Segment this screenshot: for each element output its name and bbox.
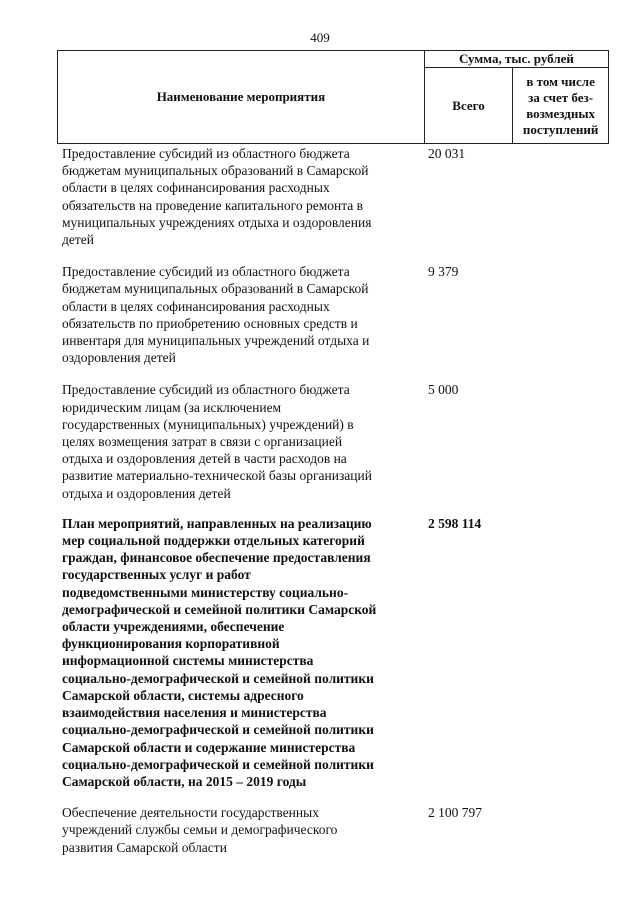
row-name bbox=[62, 263, 414, 366]
row-name-line: подведомственными министерству социально- bbox=[62, 584, 349, 600]
row-name-line: области в целях софинансирования расходных bbox=[62, 298, 330, 314]
row-total: 5 000 bbox=[428, 382, 459, 398]
row-name bbox=[62, 145, 414, 248]
row-name-line: бюджетам муниципальных образований в Самарской bbox=[62, 281, 369, 297]
row-name bbox=[62, 381, 414, 501]
table-header bbox=[57, 50, 609, 144]
row-name-line: Предоставление субсидий из областного бюджета bbox=[62, 264, 350, 280]
row-name-line: социально-демографической и семейной политики bbox=[62, 756, 374, 772]
table-row bbox=[62, 263, 612, 366]
header-name-column: Наименование мероприятия bbox=[58, 51, 425, 144]
row-name bbox=[62, 515, 414, 790]
table-row bbox=[62, 804, 612, 856]
row-name-line: отдыха и оздоровления детей в части расходов на bbox=[62, 451, 347, 467]
row-name-line: Предоставление субсидий из областного бюджета bbox=[62, 146, 350, 161]
row-name-line: демографической и семейной политики Самарской bbox=[62, 601, 377, 617]
row-name-line: области в целях софинансирования расходных bbox=[62, 180, 330, 196]
table-body bbox=[62, 145, 612, 856]
row-name-line: взаимодействия населения и министерства bbox=[62, 705, 327, 721]
header-total-column: Всего bbox=[424, 68, 512, 144]
row-name-line: целях возмещения затрат в связи с организацией bbox=[62, 434, 343, 450]
row-name-line: обязательств на проведение капитального ремонта в bbox=[62, 197, 364, 213]
table-row bbox=[62, 515, 612, 790]
row-name-line: социально-демографической и семейной политики bbox=[62, 670, 374, 686]
header-sum-column: Сумма, тыс. рублей bbox=[424, 51, 608, 68]
row-name-line: мер социальной поддержки отдельных категорий bbox=[62, 533, 365, 549]
row-name-line: Самарской области, системы адресного bbox=[62, 687, 304, 703]
row-name-line: учреждений службы семьи и демографического bbox=[62, 822, 338, 838]
header-free-receipts-column: в том числе за счет без- возмездных поступлений bbox=[513, 68, 609, 144]
row-name-line: отдыха и оздоровления детей bbox=[62, 485, 231, 501]
row-total: 20 031 bbox=[428, 146, 466, 161]
row-name-line: области учреждениями, обеспечение bbox=[62, 619, 285, 635]
row-name-line: развития Самарской области bbox=[62, 839, 227, 855]
row-name-line: оздоровления детей bbox=[62, 350, 176, 366]
row-name-line: Предоставление субсидий из областного бюджета bbox=[62, 382, 350, 398]
row-name-line: инвентаря для муниципальных учреждений отдыха и bbox=[62, 333, 370, 349]
row-name-line: государственных (муниципальных) учреждений) в bbox=[62, 416, 354, 432]
row-name-line: План мероприятий, направленных на реализацию bbox=[62, 515, 372, 531]
row-name-line: функционирования корпоративной bbox=[62, 636, 280, 652]
page-number: 409 bbox=[310, 30, 330, 45]
row-name-line: детей bbox=[62, 232, 94, 248]
row-total: 2 598 114 bbox=[428, 515, 482, 531]
row-name-line: юридическим лицам (за исключением bbox=[62, 399, 282, 415]
row-name-line: развитие материально-технической базы организаций bbox=[62, 468, 372, 484]
row-total: 9 379 bbox=[428, 264, 459, 280]
row-name-line: социально-демографической и семейной политики bbox=[62, 722, 374, 738]
row-name-line: граждан, финансовое обеспечение предоставления bbox=[62, 550, 371, 566]
row-name-line: информационной системы министерства bbox=[62, 653, 314, 669]
row-name-line: муниципальных учреждениях отдыха и оздоровления bbox=[62, 214, 372, 230]
row-name-line: Обеспечение деятельности государственных bbox=[62, 805, 319, 821]
row-name-line: Самарской области и содержание министерства bbox=[62, 739, 356, 755]
row-name-line: обязательств по приобретению основных средств и bbox=[62, 315, 358, 331]
row-name-line: государственных услуг и работ bbox=[62, 567, 251, 583]
table-row bbox=[62, 381, 612, 501]
row-name-line: Самарской области, на 2015 – 2019 годы bbox=[62, 773, 307, 789]
table-row bbox=[62, 145, 612, 248]
row-total: 2 100 797 bbox=[428, 805, 482, 821]
row-name bbox=[62, 804, 414, 856]
row-name-line: бюджетам муниципальных образований в Самарской bbox=[62, 163, 369, 179]
